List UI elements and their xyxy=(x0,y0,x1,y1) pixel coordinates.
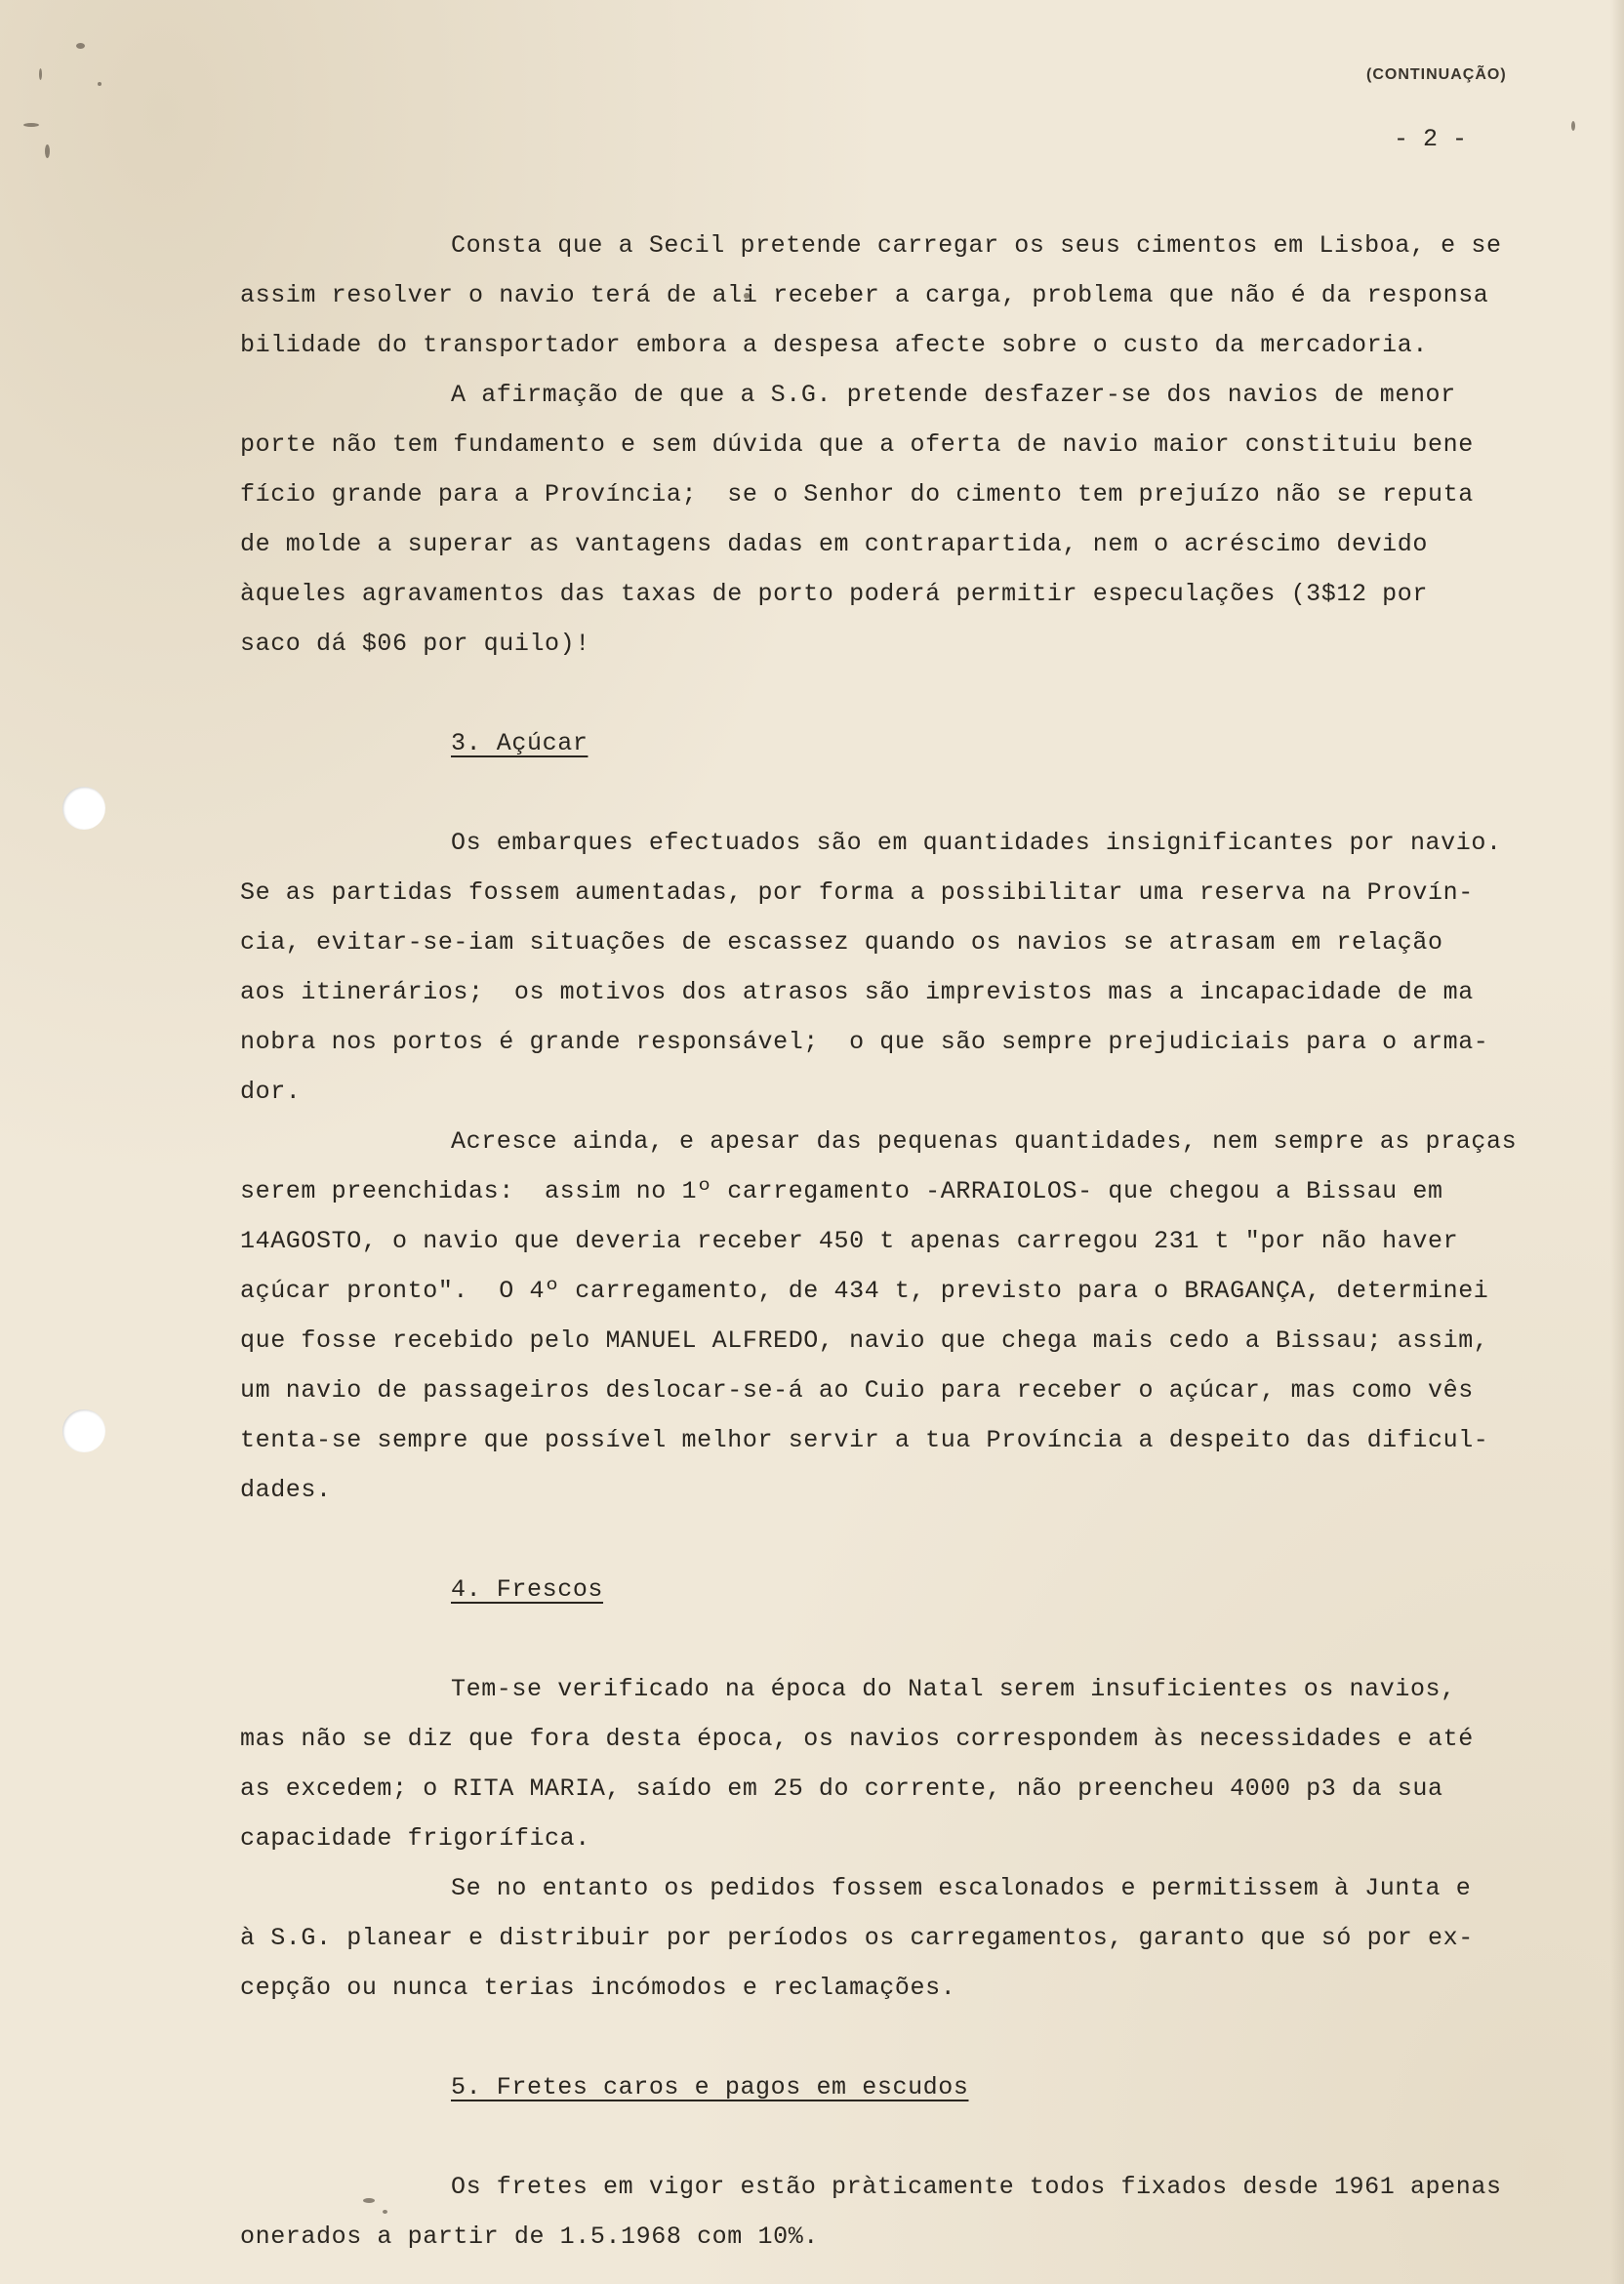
text-line: cia, evitar-se-iam situações de escassez quando os navios se atrasam em relação xyxy=(240,928,1443,957)
text-line: onerados a partir de 1.5.1968 com 10%. xyxy=(240,2223,819,2251)
text-line: nobra nos portos é grande responsável; o que são sempre prejudiciais para o arma- xyxy=(240,1028,1489,1056)
section-heading xyxy=(240,1565,1587,1614)
text-line: as excedem; o RITA MARIA, saído em 25 do corrente, não preencheu 4000 p3 da sua xyxy=(240,1774,1443,1803)
text-line: dor. xyxy=(240,1078,302,1106)
text-line: A afirmação de que a S.G. pretende desfazer-se dos navios de menor xyxy=(451,381,1456,409)
text-line: saco dá $06 por quilo)! xyxy=(240,630,590,658)
text-line: assim resolver o navio terá de ali receber a carga, problema que não é da responsa xyxy=(240,281,1489,309)
text-line: capacidade frigorífica. xyxy=(240,1824,590,1853)
text-line: mas não se diz que fora desta época, os navios correspondem às necessidades e até xyxy=(240,1725,1474,1753)
text-line: Os embarques efectuados são em quantidades insignificantes por navio. xyxy=(451,829,1502,857)
ink-speck xyxy=(76,43,85,49)
text-line: à S.G. planear e distribuir por períodos os carregamentos, garanto que só por ex- xyxy=(240,1924,1474,1952)
text-line: Acresce ainda, e apesar das pequenas quantidades, nem sempre as praças xyxy=(451,1127,1518,1156)
text-line: de molde a superar as vantagens dadas em contrapartida, nem o acréscimo devido xyxy=(240,530,1428,558)
ink-speck xyxy=(45,144,50,158)
text-line: Consta que a Secil pretende carregar os seus cimentos em Lisboa, e se xyxy=(451,231,1502,260)
text-line: 14AGOSTO, o navio que deveria receber 450 t apenas carregou 231 t "por não haver xyxy=(240,1227,1459,1255)
page-number: - 2 - xyxy=(1394,125,1468,153)
text-line: um navio de passageiros deslocar-se-á ao Cuio para receber o açúcar, mas como vês xyxy=(240,1376,1474,1405)
paragraph-gap xyxy=(240,1614,1587,1664)
text-line: Se as partidas fossem aumentadas, por forma a possibilitar uma reserva na Provín- xyxy=(240,878,1474,907)
text-line: aos itinerários; os motivos dos atrasos são imprevistos mas a incapacidade de ma xyxy=(240,978,1474,1006)
ink-speck xyxy=(23,123,39,127)
text-line: Se no entanto os pedidos fossem escalonados e permitissem à Junta e xyxy=(451,1874,1472,1902)
text-line: Tem-se verificado na época do Natal serem insuficientes os navios, xyxy=(451,1675,1456,1703)
section-heading-text: 3. Açúcar xyxy=(451,729,589,757)
text-line: porte não tem fundamento e sem dúvida que a oferta de navio maior constituiu bene xyxy=(240,430,1474,459)
paragraph-gap xyxy=(240,2112,1587,2162)
text-line: serem preenchidas: assim no 1º carregamento -ARRAIOLOS- que chegou a Bissau em xyxy=(240,1177,1443,1205)
text-line: que fosse recebido pelo MANUEL ALFREDO, navio que chega mais cedo a Bissau; assim, xyxy=(240,1326,1489,1355)
text-line: bilidade do transportador embora a despesa afecte sobre o custo da mercadoria. xyxy=(240,331,1428,359)
section-heading xyxy=(240,2062,1587,2112)
ink-speck xyxy=(1571,121,1575,131)
text-line: Os fretes em vigor estão pràticamente todos fixados desde 1961 apenas xyxy=(451,2173,1502,2201)
paragraph-gap xyxy=(240,669,1587,718)
paragraph-gap xyxy=(240,1515,1587,1565)
text-line: tenta-se sempre que possível melhor servir a tua Província a despeito das dificul- xyxy=(240,1426,1489,1454)
punch-hole xyxy=(62,787,105,830)
text-line: açúcar pronto". O 4º carregamento, de 434 t, previsto para o BRAGANÇA, determinei xyxy=(240,1277,1489,1305)
continuation-label: (CONTINUAÇÃO) xyxy=(1366,66,1507,83)
section-heading-text: 5. Fretes caros e pagos em escudos xyxy=(451,2073,969,2101)
text-line: cepção ou nunca terias incómodos e reclamações. xyxy=(240,1974,956,2002)
ink-speck xyxy=(39,68,42,80)
punch-hole xyxy=(62,1409,105,1452)
letter-body xyxy=(240,221,1587,2262)
text-line: àqueles agravamentos das taxas de porto poderá permitir especulações (3$12 por xyxy=(240,580,1428,608)
text-line: dades. xyxy=(240,1476,332,1504)
section-heading xyxy=(240,718,1587,768)
section-heading-text: 4. Frescos xyxy=(451,1575,604,1604)
paragraph-gap xyxy=(240,2013,1587,2062)
paragraph-gap xyxy=(240,768,1587,818)
text-line: fício grande para a Província; se o Senhor do cimento tem prejuízo não se reputa xyxy=(240,480,1474,509)
ink-speck xyxy=(98,82,102,86)
paper-edge xyxy=(1610,0,1624,2284)
